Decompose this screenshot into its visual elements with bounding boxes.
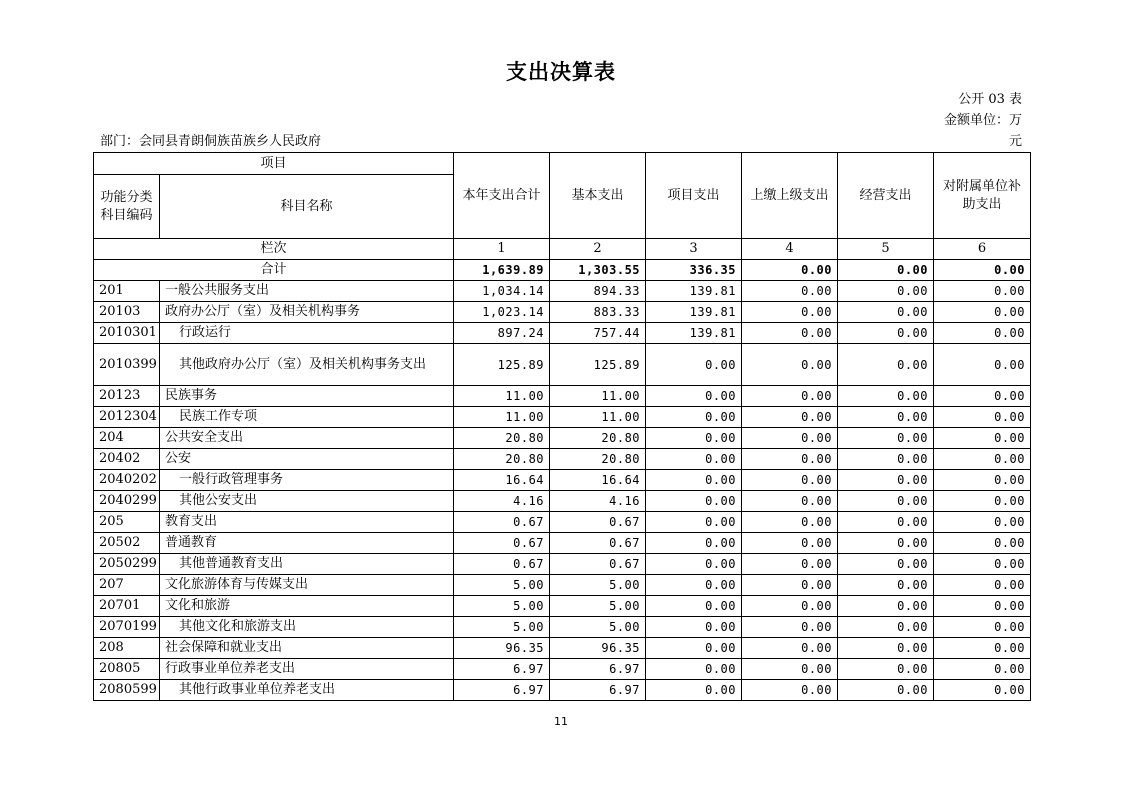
header-index-6: 6: [934, 239, 1031, 260]
row-value-subsidy: 0.00: [934, 344, 1031, 386]
row-value-basic: 5.00: [550, 575, 646, 596]
row-code: 20701: [94, 596, 160, 617]
row-code: 20103: [94, 302, 160, 323]
row-value-total: 5.00: [454, 617, 550, 638]
row-value-project: 0.00: [646, 344, 742, 386]
row-value-total: 0.67: [454, 512, 550, 533]
table-row: [94, 323, 1031, 344]
row-code: 2050299: [94, 554, 160, 575]
row-subject-name: 文化旅游体育与传媒支出: [160, 575, 454, 596]
row-value-operating: 0.00: [838, 659, 934, 680]
row-value-total: 6.97: [454, 680, 550, 701]
row-value-basic: 125.89: [550, 344, 646, 386]
row-code: 2010399: [94, 344, 160, 386]
row-subject-name: 民族工作专项: [160, 407, 454, 428]
row-value-subsidy: 0.00: [934, 575, 1031, 596]
row-code: 2012304: [94, 407, 160, 428]
row-value-operating: 0.00: [838, 323, 934, 344]
row-value-operating: 0.00: [838, 596, 934, 617]
row-value-total: 20.80: [454, 449, 550, 470]
table-row: [94, 491, 1031, 512]
row-value-operating: 0.00: [838, 680, 934, 701]
header-row-project: [94, 153, 1031, 175]
row-value-basic: 96.35: [550, 638, 646, 659]
row-value-total: 20.80: [454, 428, 550, 449]
header-index-3: 3: [646, 239, 742, 260]
row-value-basic: 11.00: [550, 386, 646, 407]
row-value-subsidy: 0.00: [934, 302, 1031, 323]
row-code: 2070199: [94, 617, 160, 638]
table-row: [94, 659, 1031, 680]
row-code: 2040299: [94, 491, 160, 512]
row-subject-name: 一般公共服务支出: [160, 281, 454, 302]
table-row: [94, 407, 1031, 428]
row-value-basic: 0.67: [550, 554, 646, 575]
row-subject-name: 其他公安支出: [160, 491, 454, 512]
row-value-subsidy: 0.00: [934, 659, 1031, 680]
table-row: [94, 344, 1031, 386]
row-subject-name: 公共安全支出: [160, 428, 454, 449]
row-value-operating: 0.00: [838, 302, 934, 323]
row-value-project: 0.00: [646, 638, 742, 659]
total-value-2: 1,303.55: [550, 260, 646, 281]
row-value-subsidy: 0.00: [934, 428, 1031, 449]
row-value-remit: 0.00: [742, 575, 838, 596]
table-row: [94, 302, 1031, 323]
row-value-project: 0.00: [646, 533, 742, 554]
row-value-project: 0.00: [646, 659, 742, 680]
header-row-index: [94, 239, 1031, 260]
row-subject-name: 其他普通教育支出: [160, 554, 454, 575]
table-row: [94, 575, 1031, 596]
row-value-total: 6.97: [454, 659, 550, 680]
row-value-remit: 0.00: [742, 386, 838, 407]
table-row: [94, 512, 1031, 533]
row-code: 2080599: [94, 680, 160, 701]
header-col-remit: 上缴上级支出: [742, 153, 838, 239]
department-label: 部门：会同县青朗侗族苗族乡人民政府: [100, 134, 322, 149]
total-value-5: 0.00: [838, 260, 934, 281]
row-value-operating: 0.00: [838, 407, 934, 428]
amount-unit-label-continued: 元: [1008, 134, 1022, 149]
row-value-remit: 0.00: [742, 491, 838, 512]
row-value-subsidy: 0.00: [934, 449, 1031, 470]
row-value-basic: 6.97: [550, 680, 646, 701]
row-value-project: 0.00: [646, 575, 742, 596]
row-subject-name: 其他文化和旅游支出: [160, 617, 454, 638]
row-code: 2010301: [94, 323, 160, 344]
row-value-subsidy: 0.00: [934, 554, 1031, 575]
row-subject-name: 一般行政管理事务: [160, 470, 454, 491]
table-row: [94, 533, 1031, 554]
row-value-subsidy: 0.00: [934, 491, 1031, 512]
table-row: [94, 281, 1031, 302]
row-value-project: 0.00: [646, 428, 742, 449]
row-subject-name: 普通教育: [160, 533, 454, 554]
row-code: 20502: [94, 533, 160, 554]
table-row: [94, 428, 1031, 449]
row-value-remit: 0.00: [742, 428, 838, 449]
row-value-subsidy: 0.00: [934, 680, 1031, 701]
total-value-3: 336.35: [646, 260, 742, 281]
row-code: 20805: [94, 659, 160, 680]
row-code: 201: [94, 281, 160, 302]
header-row-index-label: 栏次: [94, 239, 454, 260]
total-value-1: 1,639.89: [454, 260, 550, 281]
row-value-total: 897.24: [454, 323, 550, 344]
table-row: [94, 554, 1031, 575]
form-number: 公开 03 表: [958, 92, 1022, 107]
row-value-project: 0.00: [646, 470, 742, 491]
row-subject-name: 教育支出: [160, 512, 454, 533]
row-code: 204: [94, 428, 160, 449]
row-value-remit: 0.00: [742, 344, 838, 386]
table-row: [94, 617, 1031, 638]
row-subject-name: 民族事务: [160, 386, 454, 407]
row-value-operating: 0.00: [838, 512, 934, 533]
row-value-total: 5.00: [454, 596, 550, 617]
table-row: [94, 638, 1031, 659]
row-subject-name: 行政事业单位养老支出: [160, 659, 454, 680]
row-value-operating: 0.00: [838, 428, 934, 449]
row-code: 20123: [94, 386, 160, 407]
header-col-total: 本年支出合计: [454, 153, 550, 239]
row-value-basic: 0.67: [550, 512, 646, 533]
row-value-project: 0.00: [646, 596, 742, 617]
table-row: [94, 470, 1031, 491]
row-subject-name: 其他行政事业单位养老支出: [160, 680, 454, 701]
total-row: [94, 260, 1031, 281]
total-label: 合计: [94, 260, 454, 281]
row-value-operating: 0.00: [838, 344, 934, 386]
header-index-1: 1: [454, 239, 550, 260]
row-value-basic: 16.64: [550, 470, 646, 491]
row-value-operating: 0.00: [838, 386, 934, 407]
row-value-project: 0.00: [646, 512, 742, 533]
row-subject-name: 政府办公厅（室）及相关机构事务: [160, 302, 454, 323]
row-value-basic: 11.00: [550, 407, 646, 428]
row-value-total: 1,023.14: [454, 302, 550, 323]
row-value-basic: 757.44: [550, 323, 646, 344]
row-value-remit: 0.00: [742, 470, 838, 491]
row-value-operating: 0.00: [838, 554, 934, 575]
header-func-code: 功能分类科目编码: [94, 175, 160, 239]
row-value-basic: 20.80: [550, 449, 646, 470]
row-value-remit: 0.00: [742, 617, 838, 638]
row-value-total: 5.00: [454, 575, 550, 596]
row-value-basic: 5.00: [550, 596, 646, 617]
row-value-project: 139.81: [646, 281, 742, 302]
row-subject-name: 其他政府办公厅（室）及相关机构事务支出: [160, 344, 454, 386]
header-col-operating: 经营支出: [838, 153, 934, 239]
row-value-remit: 0.00: [742, 533, 838, 554]
row-value-total: 1,034.14: [454, 281, 550, 302]
row-value-operating: 0.00: [838, 449, 934, 470]
row-code: 208: [94, 638, 160, 659]
header-index-4: 4: [742, 239, 838, 260]
header-index-2: 2: [550, 239, 646, 260]
row-value-operating: 0.00: [838, 533, 934, 554]
table-row: [94, 449, 1031, 470]
row-value-remit: 0.00: [742, 302, 838, 323]
row-value-subsidy: 0.00: [934, 512, 1031, 533]
row-value-basic: 894.33: [550, 281, 646, 302]
page-title: 支出决算表: [506, 60, 616, 84]
amount-unit-label: 金额单位：万: [943, 113, 1022, 128]
row-value-project: 0.00: [646, 449, 742, 470]
row-value-total: 0.67: [454, 533, 550, 554]
table-row: [94, 596, 1031, 617]
row-value-basic: 883.33: [550, 302, 646, 323]
row-value-total: 4.16: [454, 491, 550, 512]
row-value-project: 0.00: [646, 680, 742, 701]
row-value-operating: 0.00: [838, 617, 934, 638]
row-value-subsidy: 0.00: [934, 638, 1031, 659]
header-col-project: 项目支出: [646, 153, 742, 239]
row-value-remit: 0.00: [742, 680, 838, 701]
row-value-subsidy: 0.00: [934, 386, 1031, 407]
header-index-5: 5: [838, 239, 934, 260]
row-value-total: 0.67: [454, 554, 550, 575]
row-code: 205: [94, 512, 160, 533]
row-value-basic: 5.00: [550, 617, 646, 638]
row-value-subsidy: 0.00: [934, 470, 1031, 491]
row-value-subsidy: 0.00: [934, 407, 1031, 428]
row-subject-name: 行政运行: [160, 323, 454, 344]
header-col-subsidy: 对附属单位补助支出: [934, 153, 1031, 239]
row-value-remit: 0.00: [742, 449, 838, 470]
row-value-total: 11.00: [454, 386, 550, 407]
row-value-operating: 0.00: [838, 281, 934, 302]
row-subject-name: 文化和旅游: [160, 596, 454, 617]
row-value-basic: 6.97: [550, 659, 646, 680]
row-value-operating: 0.00: [838, 575, 934, 596]
row-value-remit: 0.00: [742, 323, 838, 344]
row-value-project: 0.00: [646, 407, 742, 428]
header-col-basic: 基本支出: [550, 153, 646, 239]
row-value-remit: 0.00: [742, 659, 838, 680]
row-value-total: 16.64: [454, 470, 550, 491]
row-value-operating: 0.00: [838, 638, 934, 659]
row-value-remit: 0.00: [742, 512, 838, 533]
header-project: 项目: [94, 153, 454, 175]
page-number: 11: [554, 715, 568, 728]
row-value-remit: 0.00: [742, 554, 838, 575]
row-value-subsidy: 0.00: [934, 533, 1031, 554]
row-code: 207: [94, 575, 160, 596]
row-value-remit: 0.00: [742, 281, 838, 302]
row-value-total: 125.89: [454, 344, 550, 386]
total-value-4: 0.00: [742, 260, 838, 281]
row-value-subsidy: 0.00: [934, 596, 1031, 617]
row-value-subsidy: 0.00: [934, 617, 1031, 638]
row-value-project: 0.00: [646, 491, 742, 512]
row-value-remit: 0.00: [742, 638, 838, 659]
row-subject-name: 公安: [160, 449, 454, 470]
row-value-subsidy: 0.00: [934, 281, 1031, 302]
row-value-basic: 4.16: [550, 491, 646, 512]
row-value-project: 0.00: [646, 386, 742, 407]
table-row: [94, 386, 1031, 407]
row-value-total: 96.35: [454, 638, 550, 659]
row-code: 2040202: [94, 470, 160, 491]
total-value-6: 0.00: [934, 260, 1031, 281]
row-value-subsidy: 0.00: [934, 323, 1031, 344]
row-value-project: 139.81: [646, 323, 742, 344]
row-value-basic: 20.80: [550, 428, 646, 449]
row-value-project: 0.00: [646, 554, 742, 575]
row-value-remit: 0.00: [742, 596, 838, 617]
row-value-total: 11.00: [454, 407, 550, 428]
row-value-remit: 0.00: [742, 407, 838, 428]
row-subject-name: 社会保障和就业支出: [160, 638, 454, 659]
row-value-basic: 0.67: [550, 533, 646, 554]
row-value-project: 0.00: [646, 617, 742, 638]
table-row: [94, 680, 1031, 701]
expenditure-table: [93, 152, 1031, 701]
header-subject-name: 科目名称: [160, 175, 454, 239]
row-code: 20402: [94, 449, 160, 470]
row-value-operating: 0.00: [838, 470, 934, 491]
row-value-project: 139.81: [646, 302, 742, 323]
row-value-operating: 0.00: [838, 491, 934, 512]
